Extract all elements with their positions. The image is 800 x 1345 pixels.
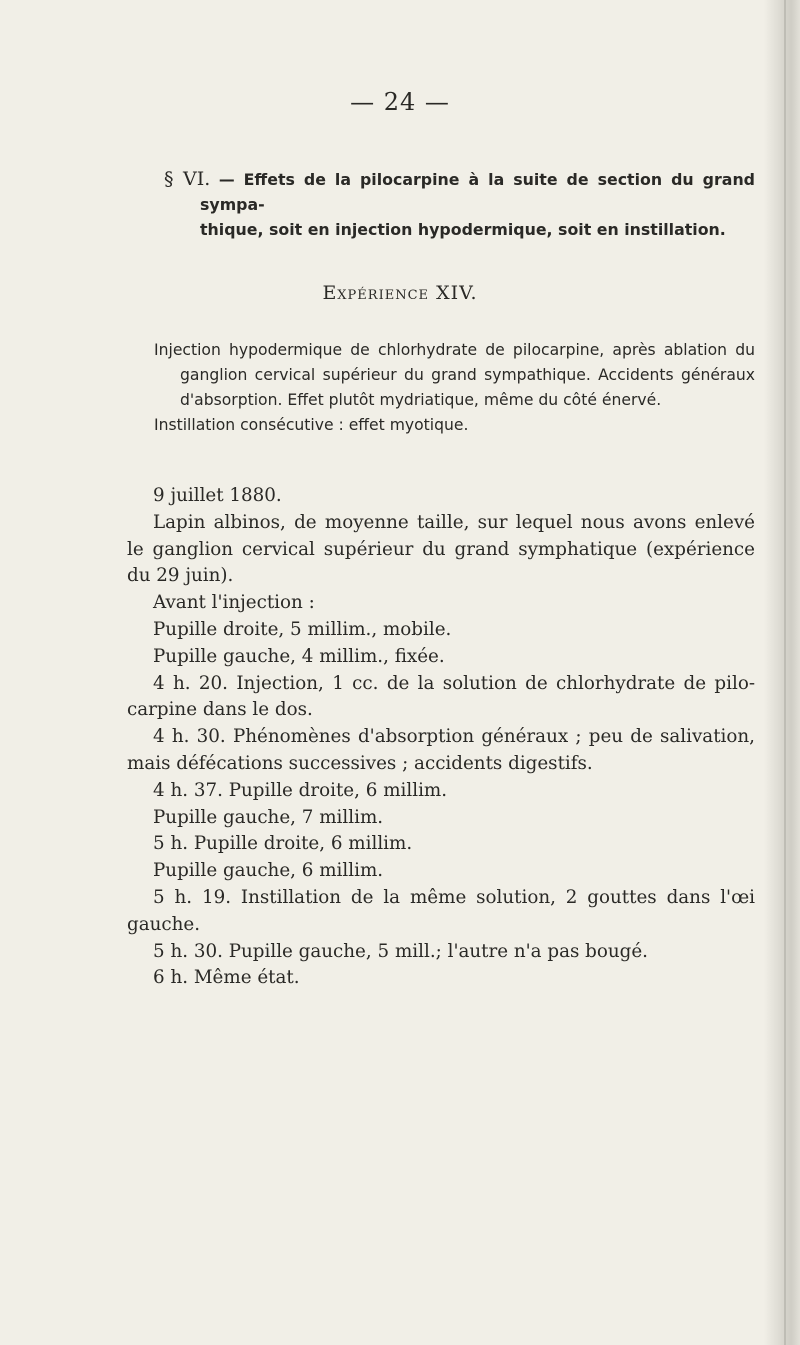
log-line-date: 9 juillet 1880. (153, 485, 282, 506)
section-heading-line-2 (200, 217, 755, 242)
log-line: 6 h. Même état. (153, 967, 300, 989)
log-line: 4 h. 37. Pupille droite, 6 millim. (153, 779, 448, 801)
log-line: mais défécations successives ; accidents digestifs. (127, 752, 593, 774)
log-line: Avant l'injection : (153, 592, 315, 614)
log-line: Pupille droite, 5 millim., mobile. (153, 618, 452, 640)
log-line: 5 h. 30. Pupille gauche, 5 mill.; l'autre n'a pas bougé. (153, 940, 648, 962)
experiment-log (127, 483, 755, 992)
section-mark: § VI. (164, 168, 211, 190)
summary-paragraph-1: Injection hypodermique de chlorhydrate de pilocarpine, après ablation du ganglion cervical supérieur du grand sympathique. Accidents généraux d'absorption. Effet plutôt mydriatique, même du côté énervé. (154, 341, 755, 409)
log-line: gauche. (127, 913, 201, 935)
log-line: Pupille gauche, 4 millim., fixée. (153, 645, 445, 667)
log-line: du 29 juin). (127, 565, 234, 587)
log-line: 5 h. 19. Instillation de la même solution, 2 gouttes dans l'œi (153, 886, 755, 908)
log-line: 4 h. 30. Phénomènes d'absorption généraux ; peu de salivation, (153, 726, 755, 748)
log-line: 5 h. Pupille droite, 6 millim. (153, 833, 413, 855)
section-title-part-1: — Effets de la pilocarpine à la suite de section du grand sympa- (200, 170, 755, 214)
log-line: Pupille gauche, 6 millim. (153, 860, 384, 882)
log-line: carpine dans le dos. (127, 699, 313, 721)
page-number: — 24 — (350, 88, 450, 116)
log-line: Lapin albinos, de moyenne taille, sur lequel nous avons enlevé (153, 511, 755, 533)
log-line: Pupille gauche, 7 millim. (153, 806, 384, 828)
experiment-title: Expérience XIV. (322, 282, 478, 304)
section-heading-line-1 (164, 167, 755, 217)
experiment-summary (154, 338, 755, 438)
section-heading (164, 167, 755, 242)
log-line: le ganglion cervical supérieur du grand symphatique (expérience (127, 538, 755, 560)
section-title-part-2: thique, soit en injection hypodermique, soit en instillation. (200, 220, 726, 239)
summary-paragraph-2: Instillation consécutive : effet myotique. (154, 416, 469, 434)
log-line: 4 h. 20. Injection, 1 cc. de la solution de chlorhydrate de pilo- (153, 672, 755, 694)
